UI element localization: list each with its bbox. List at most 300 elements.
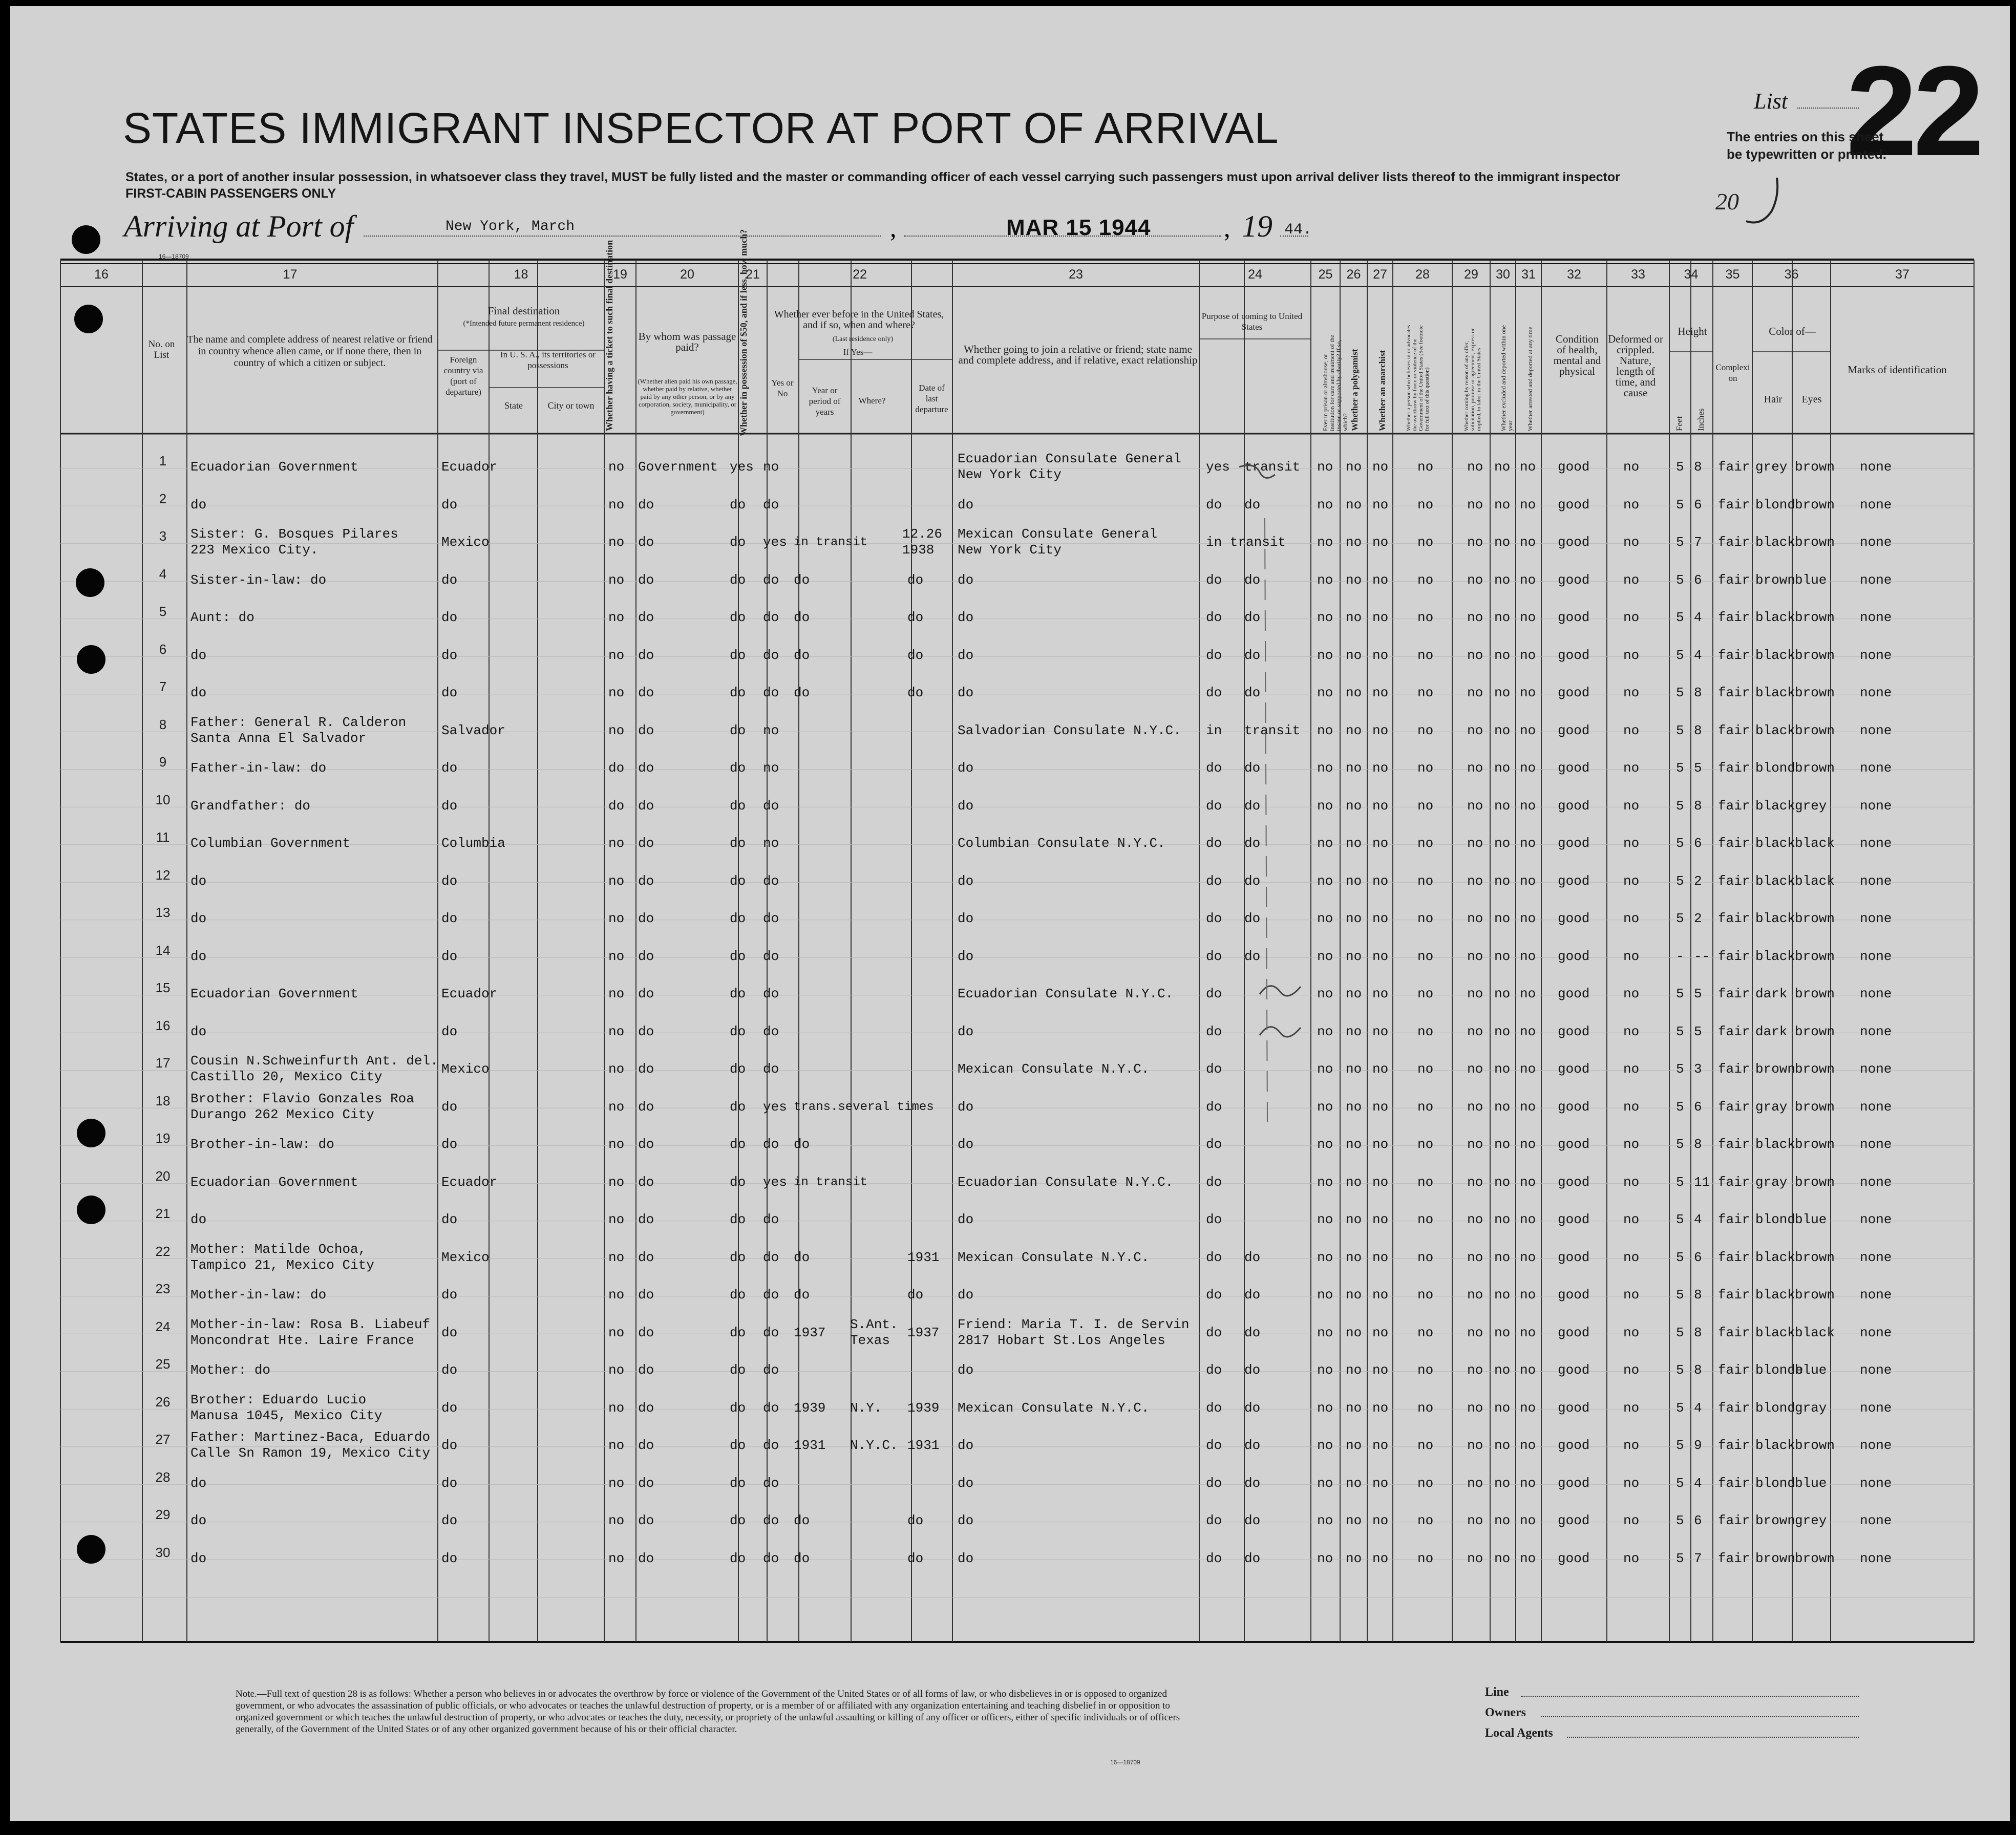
answer-q28: no	[1417, 1287, 1434, 1303]
answer-q30: no	[1494, 1550, 1511, 1566]
last-departure: do	[907, 1287, 924, 1303]
header-possession: Whether in possession of $50, and if less, how much?	[738, 229, 749, 436]
eye-color: brown	[1795, 722, 1835, 738]
identification-marks: none	[1860, 1099, 1892, 1115]
joining-relative-or-friend: do	[958, 1099, 974, 1115]
column-number: 20	[680, 267, 694, 282]
year-or-period: do	[794, 1550, 810, 1566]
column-number: 31	[1521, 267, 1536, 282]
identification-marks: none	[1860, 535, 1892, 550]
height-feet: 5	[1676, 836, 1684, 851]
answer-q26: no	[1346, 610, 1362, 625]
hair-color: dark	[1755, 1023, 1788, 1039]
money-answer: yes	[730, 459, 754, 475]
ticket-answer: no	[608, 497, 625, 513]
last-departure: do	[907, 610, 924, 625]
relative-address: do	[190, 1475, 207, 1491]
answer-q25: no	[1317, 459, 1333, 475]
row-number: 27	[155, 1432, 171, 1447]
complexion: fair	[1718, 1287, 1750, 1303]
column-number: 17	[283, 267, 298, 282]
ticket-answer: no	[608, 1099, 625, 1115]
answer-q25: no	[1317, 497, 1333, 513]
answer-q31: no	[1520, 1513, 1536, 1528]
health-condition: good	[1558, 1325, 1590, 1340]
answer-q30: no	[1494, 1137, 1511, 1152]
health-condition: good	[1558, 1174, 1590, 1190]
answer-q30: no	[1494, 798, 1511, 814]
answer-q30: no	[1494, 760, 1511, 776]
purpose-1: do	[1206, 1061, 1222, 1077]
identification-marks: none	[1860, 1475, 1892, 1491]
destination-country: Ecuador	[441, 459, 498, 475]
answer-q29: no	[1467, 948, 1483, 964]
destination-country: do	[441, 1400, 458, 1416]
answer-q30: no	[1494, 497, 1511, 513]
eye-color: brown	[1795, 610, 1835, 625]
purpose-1: do	[1206, 1174, 1222, 1190]
health-condition: good	[1558, 1362, 1590, 1378]
height-inches: 8	[1694, 685, 1702, 700]
identification-marks: none	[1860, 1287, 1892, 1303]
height-inches: 8	[1694, 459, 1702, 475]
relative-address: Moncondrat Hte. Laire France	[190, 1332, 414, 1348]
footer-agents-dots	[1567, 1737, 1859, 1738]
answer-q26: no	[1346, 1550, 1362, 1566]
answer-q30: no	[1494, 836, 1511, 851]
answer-q26: no	[1346, 1287, 1362, 1303]
health-condition: good	[1558, 911, 1590, 926]
before-in-us: do	[763, 1287, 779, 1303]
answer-q26: no	[1346, 760, 1362, 776]
complexion: fair	[1718, 1400, 1750, 1416]
before-in-us: do	[763, 572, 779, 588]
entries-note-2: be typewritten or printed.	[1727, 146, 1887, 162]
hair-color: black	[1755, 610, 1796, 625]
answer-q30: no	[1494, 1061, 1511, 1077]
answer-q26: no	[1346, 911, 1362, 926]
header-height: Height	[1678, 325, 1707, 337]
ticket-answer: no	[608, 911, 625, 926]
hair-color: black	[1755, 1249, 1796, 1265]
height-feet: 5	[1676, 1061, 1684, 1077]
ticket-answer: no	[608, 1137, 625, 1152]
complexion: fair	[1718, 1023, 1750, 1039]
answer-q28: no	[1417, 497, 1434, 513]
passage-paid-by: do	[638, 1362, 654, 1378]
purpose-2: do	[1244, 1438, 1261, 1453]
answer-q28: no	[1417, 610, 1434, 625]
answer-q28: no	[1417, 459, 1434, 475]
previous-where: N.Y.	[850, 1400, 882, 1416]
answer-q28: no	[1417, 647, 1434, 663]
ticket-answer: no	[608, 1475, 625, 1491]
row-number: 5	[159, 604, 167, 619]
before-in-us: do	[763, 1362, 779, 1378]
answer-q27: no	[1372, 1550, 1389, 1566]
passage-paid-by: Government	[638, 459, 718, 475]
purpose-2: do	[1244, 572, 1261, 588]
punch-hole	[77, 1119, 105, 1147]
answer-q31: no	[1520, 610, 1536, 625]
joining-relative-or-friend: do	[958, 1287, 974, 1303]
row-number: 11	[156, 829, 170, 845]
joining-relative-or-friend: do	[958, 1475, 974, 1491]
height-feet: 5	[1676, 1174, 1684, 1190]
answer-q29: no	[1467, 1023, 1483, 1039]
passage-paid-by: do	[638, 1325, 654, 1340]
passage-paid-by: do	[638, 722, 654, 738]
header-in-usa: In U. S. A., its territories or possessions	[500, 350, 596, 370]
relative-address: Calle Sn Ramon 19, Mexico City	[190, 1445, 431, 1461]
passage-paid-by: do	[638, 610, 654, 625]
passage-paid-by: do	[638, 1099, 654, 1115]
answer-q30: no	[1494, 535, 1511, 550]
complexion: fair	[1718, 497, 1750, 513]
height-inches: 8	[1694, 1362, 1702, 1378]
column-number: 24	[1248, 267, 1262, 282]
health-condition: good	[1558, 1287, 1590, 1303]
hair-color: gray	[1755, 1174, 1788, 1190]
joining-relative-or-friend: New York City	[958, 542, 1062, 558]
before-in-us: do	[763, 1513, 779, 1528]
identification-marks: none	[1860, 647, 1892, 663]
comma: ,	[890, 214, 897, 242]
money-answer: do	[730, 948, 746, 964]
answer-q26: no	[1346, 685, 1362, 700]
identification-marks: none	[1860, 798, 1892, 814]
answer-q31: no	[1520, 1550, 1536, 1566]
passage-paid-by: do	[638, 535, 654, 550]
row-number: 19	[155, 1130, 171, 1146]
height-inches: --	[1694, 948, 1710, 964]
eye-color: black	[1795, 836, 1835, 851]
purpose-1: do	[1206, 572, 1222, 588]
joining-relative-or-friend: do	[958, 760, 974, 776]
money-answer: do	[730, 836, 746, 851]
answer-q25: no	[1317, 1475, 1333, 1491]
destination-country: do	[441, 873, 458, 889]
before-in-us: do	[763, 1325, 779, 1340]
deformed-answer: no	[1623, 1287, 1640, 1303]
height-inches: 8	[1694, 1137, 1702, 1152]
header-condition: Condition of health, mental and physical	[1553, 333, 1601, 377]
relative-address: do	[190, 873, 207, 889]
hair-color: dark	[1755, 986, 1788, 1001]
answer-q27: no	[1372, 647, 1389, 663]
height-feet: 5	[1676, 535, 1684, 550]
joining-relative-or-friend: Ecuadorian Consulate N.Y.C.	[958, 986, 1174, 1001]
answer-q26: no	[1346, 1438, 1362, 1453]
header-q27: Whether an anarchist	[1377, 350, 1387, 431]
identification-marks: none	[1860, 1550, 1892, 1566]
joining-relative-or-friend: do	[958, 948, 974, 964]
footnote-question-28: Note.—Full text of question 28 is as follows: Whether a person who believes in or advocates the overthrow by force or violence of the Government of the United States or of all forms of law, or who disbelieves in or is opposed to organized government, or who advocates the assassination of public officials, or who advocates or teaches the unlawful destruction of property, or is a member of or affiliated with any organization entertaining and teaching disbelief in or opposition to organized government or which teaches the unlawful destruction of property, or who advocates or teaches the duty, necessity, or propriety of the unlawful assaulting or killing of any officer or officers, either of specific individuals or of officers generally, of the Government of the United States or of any other organized government because of his or their official character.	[236, 1689, 1180, 1735]
purpose-1: do	[1206, 610, 1222, 625]
height-feet: 5	[1676, 798, 1684, 814]
hair-color: black	[1755, 1325, 1796, 1340]
entries-note-1: The entries on this sheet	[1727, 129, 1884, 144]
handwritten-annotations	[1229, 457, 1321, 1133]
answer-q26: no	[1346, 836, 1362, 851]
money-answer: do	[730, 1061, 746, 1077]
header-q25: Ever in prison or almshouse, or institution for care and treatment of the insane or supported by charity? If so, which?	[1322, 335, 1349, 431]
answer-q29: no	[1467, 1099, 1483, 1115]
footer-agents-label: Local Agents	[1485, 1726, 1553, 1740]
column-number: 28	[1415, 267, 1430, 282]
joining-relative-or-friend: do	[958, 1212, 974, 1227]
purpose-1: do	[1206, 1325, 1222, 1340]
last-departure: 1939	[907, 1400, 940, 1416]
joining-relative-or-friend: do	[958, 1513, 974, 1528]
relative-address: Manusa 1045, Mexico City	[190, 1407, 383, 1423]
purpose-1: do	[1206, 760, 1222, 776]
year-or-period: do	[794, 572, 810, 588]
hair-color: black	[1755, 836, 1796, 851]
ticket-answer: no	[608, 1325, 625, 1340]
answer-q29: no	[1467, 647, 1483, 663]
joining-relative-or-friend: do	[958, 610, 974, 625]
deformed-answer: no	[1623, 685, 1640, 700]
eye-color: grey	[1795, 1513, 1827, 1528]
answer-q25: no	[1317, 873, 1333, 889]
health-condition: good	[1558, 1061, 1590, 1077]
before-in-us: do	[763, 1550, 779, 1566]
answer-q30: no	[1494, 1475, 1511, 1491]
destination-country: do	[441, 760, 458, 776]
purpose-1: do	[1206, 911, 1222, 926]
answer-q31: no	[1520, 1137, 1536, 1152]
relative-address: Durango 262 Mexico City	[190, 1106, 374, 1122]
relative-address: do	[190, 1513, 207, 1528]
purpose-1: do	[1206, 1023, 1222, 1039]
answer-q27: no	[1372, 1362, 1389, 1378]
height-feet: 5	[1676, 572, 1684, 588]
eye-color: brown	[1795, 1061, 1835, 1077]
answer-q25: no	[1317, 1061, 1333, 1077]
row-number: 30	[155, 1544, 171, 1560]
before-in-us: yes	[763, 535, 787, 550]
eye-color: brown	[1795, 911, 1835, 926]
money-answer: do	[730, 1550, 746, 1566]
height-inches: 9	[1694, 1438, 1702, 1453]
last-departure: 1938	[902, 542, 935, 558]
answer-q29: no	[1467, 610, 1483, 625]
health-condition: good	[1558, 459, 1590, 475]
punch-hole	[72, 225, 100, 254]
answer-q29: no	[1467, 722, 1483, 738]
last-departure: 1937	[907, 1325, 940, 1340]
deformed-answer: no	[1623, 836, 1640, 851]
row-number: 23	[155, 1281, 171, 1296]
answer-q27: no	[1372, 1061, 1389, 1077]
hair-color: blond	[1755, 760, 1796, 776]
before-in-us: do	[763, 685, 779, 700]
answer-q26: no	[1346, 647, 1362, 663]
complexion: fair	[1718, 1099, 1750, 1115]
handwritten-number: 20	[1715, 188, 1739, 215]
eye-color: brown	[1795, 459, 1835, 475]
destination-country: do	[441, 1362, 458, 1378]
purpose-1: do	[1206, 1212, 1222, 1227]
money-answer: do	[730, 1438, 746, 1453]
answer-q25: no	[1317, 1287, 1333, 1303]
health-condition: good	[1558, 647, 1590, 663]
passage-paid-by: do	[638, 1550, 654, 1566]
answer-q29: no	[1467, 1438, 1483, 1453]
destination-country: do	[441, 1513, 458, 1528]
purpose-2: do	[1244, 1325, 1261, 1340]
answer-q30: no	[1494, 1174, 1511, 1190]
health-condition: good	[1558, 1099, 1590, 1115]
answer-q30: no	[1494, 1362, 1511, 1378]
answer-q28: no	[1417, 836, 1434, 851]
hair-color: blond	[1755, 1212, 1796, 1227]
height-feet: 5	[1676, 911, 1684, 926]
answer-q27: no	[1372, 1325, 1389, 1340]
eye-color: brown	[1795, 1023, 1835, 1039]
purpose-2: do	[1244, 873, 1261, 889]
deformed-answer: no	[1623, 722, 1640, 738]
passage-paid-by: do	[638, 986, 654, 1001]
destination-country: do	[441, 1099, 458, 1115]
row-number: 18	[155, 1093, 171, 1108]
row-number: 20	[155, 1168, 171, 1184]
health-condition: good	[1558, 497, 1590, 513]
answer-q27: no	[1372, 836, 1389, 851]
answer-q28: no	[1417, 798, 1434, 814]
deformed-answer: no	[1623, 1550, 1640, 1566]
before-in-us: do	[763, 1212, 779, 1227]
joining-relative-or-friend: Mexican Consulate General	[958, 526, 1158, 542]
answer-q26: no	[1346, 572, 1362, 588]
answer-q28: no	[1417, 1400, 1434, 1416]
answer-q26: no	[1346, 873, 1362, 889]
destination-country: do	[441, 497, 458, 513]
punch-hole	[74, 305, 103, 333]
destination-country: do	[441, 1287, 458, 1303]
answer-q25: no	[1317, 647, 1333, 663]
relative-address: Grandfather: do	[190, 798, 311, 814]
joining-relative-or-friend: do	[958, 873, 974, 889]
joining-relative-or-friend: Ecuadorian Consulate General	[958, 451, 1181, 466]
money-answer: do	[730, 535, 746, 550]
eye-color: brown	[1795, 948, 1835, 964]
complexion: fair	[1718, 911, 1750, 926]
money-answer: do	[730, 722, 746, 738]
passage-paid-by: do	[638, 1212, 654, 1227]
money-answer: do	[730, 1325, 746, 1340]
purpose-2: do	[1244, 1550, 1261, 1566]
joining-relative-or-friend: Mexican Consulate N.Y.C.	[958, 1249, 1150, 1265]
height-feet: 5	[1676, 1249, 1684, 1265]
money-answer: do	[730, 1400, 746, 1416]
header-ticket: Whether having a ticket to such final destination	[604, 240, 614, 431]
money-answer: do	[730, 1475, 746, 1491]
relative-address: Ecuadorian Government	[190, 1174, 358, 1190]
answer-q26: no	[1346, 948, 1362, 964]
answer-q27: no	[1372, 798, 1389, 814]
row-number: 15	[155, 980, 171, 995]
row-number: 26	[155, 1394, 171, 1410]
complexion: fair	[1718, 610, 1750, 625]
relative-address: do	[190, 1023, 207, 1039]
deformed-answer: no	[1623, 647, 1640, 663]
ticket-answer: do	[608, 760, 625, 776]
answer-q26: no	[1346, 1362, 1362, 1378]
height-inches: 7	[1694, 1550, 1702, 1566]
answer-q25: no	[1317, 986, 1333, 1001]
purpose-1: do	[1206, 1438, 1222, 1453]
height-feet: 5	[1676, 1137, 1684, 1152]
complexion: fair	[1718, 535, 1750, 550]
column-number: 33	[1631, 267, 1645, 282]
joining-relative-or-friend: do	[958, 647, 974, 663]
relative-address: Ecuadorian Government	[190, 459, 358, 475]
eye-color: brown	[1795, 535, 1835, 550]
answer-q27: no	[1372, 1475, 1389, 1491]
answer-q28: no	[1417, 1099, 1434, 1115]
identification-marks: none	[1860, 497, 1892, 513]
purpose-1: do	[1206, 1287, 1222, 1303]
identification-marks: none	[1860, 836, 1892, 851]
header-q28: Whether a person who believes in or advocates the overthrow by force or violence of the Government of the United States (See footnote for full text of this question)	[1406, 325, 1430, 431]
identification-marks: none	[1860, 911, 1892, 926]
before-in-us: yes	[763, 1099, 787, 1115]
health-condition: good	[1558, 986, 1590, 1001]
money-answer: do	[730, 911, 746, 926]
hair-color: blonde	[1755, 1362, 1803, 1378]
height-inches: 4	[1694, 610, 1702, 625]
answer-q25: no	[1317, 610, 1333, 625]
header-q29: Whether coming by reason of any offer, solicitation, promise or agreement, express or implied, to labor in the United States	[1463, 328, 1482, 431]
deformed-answer: no	[1623, 1099, 1640, 1115]
relative-address: Sister: G. Bosques Pilares	[190, 526, 398, 542]
passage-paid-by: do	[638, 685, 654, 700]
complexion: fair	[1718, 760, 1750, 776]
relative-address: do	[190, 1212, 207, 1227]
height-feet: 5	[1676, 1287, 1684, 1303]
height-feet: 5	[1676, 1475, 1684, 1491]
passage-paid-by: do	[638, 1061, 654, 1077]
complexion: fair	[1718, 1362, 1750, 1378]
identification-marks: none	[1860, 1061, 1892, 1077]
hair-color: blond	[1755, 1400, 1796, 1416]
purpose-2: do	[1244, 1400, 1261, 1416]
relative-address: Cousin N.Schweinfurth Ant. del.	[190, 1053, 438, 1069]
eye-color: brown	[1795, 1550, 1835, 1566]
ticket-answer: no	[608, 948, 625, 964]
answer-q31: no	[1520, 1475, 1536, 1491]
purpose-2: do	[1244, 911, 1261, 926]
identification-marks: none	[1860, 459, 1892, 475]
header-inches: Inches	[1696, 408, 1706, 431]
answer-q28: no	[1417, 685, 1434, 700]
answer-q31: no	[1520, 685, 1536, 700]
answer-q28: no	[1417, 1362, 1434, 1378]
height-feet: 5	[1676, 760, 1684, 776]
relative-address: Father-in-law: do	[190, 760, 327, 776]
height-feet: 5	[1676, 1362, 1684, 1378]
answer-q31: no	[1520, 1099, 1536, 1115]
joining-relative-or-friend: do	[958, 911, 974, 926]
answer-q25: no	[1317, 948, 1333, 964]
answer-q30: no	[1494, 610, 1511, 625]
year-or-period: in transit	[794, 536, 868, 549]
year-or-period: do	[794, 610, 810, 625]
column-number: 34	[1684, 267, 1699, 282]
answer-q29: no	[1467, 1137, 1483, 1152]
